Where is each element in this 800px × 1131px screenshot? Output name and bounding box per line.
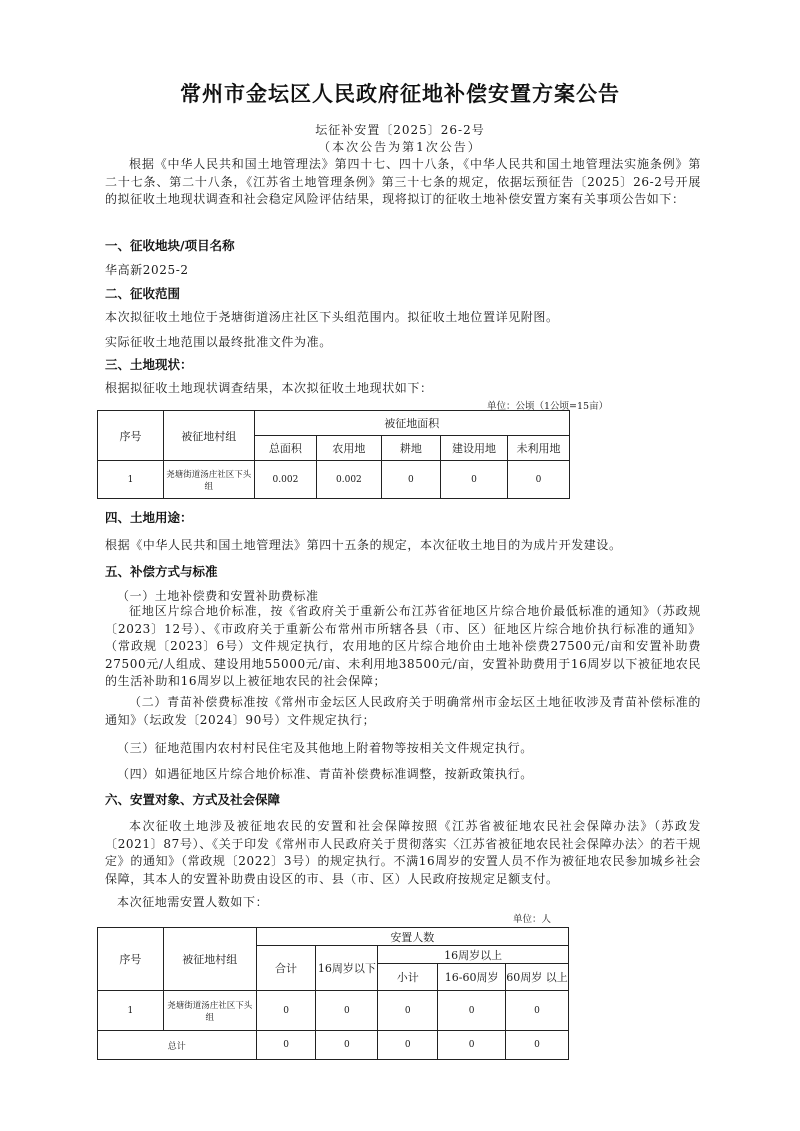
cell-subtotal: 0 xyxy=(378,991,438,1031)
announcement-round-note: （本次公告为第1次公告） xyxy=(318,140,482,154)
document-number: 坛征补安置〔2025〕26-2号 xyxy=(315,123,485,137)
header-people-group: 安置人数 xyxy=(256,928,568,946)
cell-total-label: 总计 xyxy=(98,1031,257,1060)
document-title: 常州市金坛区人民政府征地补偿安置方案公告 xyxy=(180,82,620,106)
cell-total-age-16-60: 0 xyxy=(438,1031,506,1060)
header-area-group: 被征地面积 xyxy=(254,411,569,436)
header-over-16-group: 16周岁以上 xyxy=(378,946,569,964)
header-subtotal: 小计 xyxy=(378,964,438,991)
cell-total: 0 xyxy=(256,991,316,1031)
header-agricultural: 农用地 xyxy=(317,436,381,461)
header-unused: 未利用地 xyxy=(507,436,569,461)
cell-total-over-60: 0 xyxy=(506,1031,569,1060)
header-cultivated: 耕地 xyxy=(381,436,441,461)
cell-seq: 1 xyxy=(98,461,164,499)
section-4-heading: 四、土地用途： xyxy=(105,510,193,525)
section-6-heading: 六、安置对象、方式及社会保障 xyxy=(105,792,281,807)
land-table-unit: 单位：公顷（1公顷=15亩） xyxy=(487,401,609,412)
table-row xyxy=(98,991,569,1031)
cell-total-sum: 0 xyxy=(256,1031,316,1060)
section-1-heading: 一、征收地块/项目名称 xyxy=(105,238,235,253)
cell-total-area: 0.002 xyxy=(254,461,317,499)
cell-seq: 1 xyxy=(98,991,164,1031)
land-status-table xyxy=(97,410,570,499)
resettlement-people-table xyxy=(97,927,569,1060)
people-table-unit: 单位：人 xyxy=(513,914,552,925)
section-5-heading: 五、补偿方式与标准 xyxy=(105,564,218,579)
compensation-sub1-title: （一）土地补偿费和安置补助费标准 xyxy=(117,589,319,603)
cell-total-subtotal: 0 xyxy=(378,1031,438,1060)
cell-age-16-60: 0 xyxy=(438,991,506,1031)
cell-construction: 0 xyxy=(441,461,508,499)
intro-paragraph: 根据《中华人民共和国土地管理法》第四十七、四十八条，《中华人民共和国土地管理法实施条例》第二十七条、第二十八条，《江苏省土地管理条例》第三十七条的规定，依据坛预征告〔2025〕26-2号开展的拟征收土地现状调查和社会稳定风险评估结果，现将拟订的征收土地补偿安置方案有关事项公告如下： xyxy=(105,157,701,206)
cell-agricultural: 0.002 xyxy=(317,461,381,499)
section-2-heading: 二、征收范围 xyxy=(105,286,181,301)
land-use-text: 根据《中华人民共和国土地管理法》第四十五条的规定，本次征收土地目的为成片开发建设。 xyxy=(105,538,622,552)
header-village: 被征地村组 xyxy=(163,928,256,991)
header-over-60: 60周岁 以上 xyxy=(506,964,569,991)
header-seq: 序号 xyxy=(98,928,164,991)
land-status-intro: 根据拟征收土地现状调查结果，本次拟征收土地现状如下： xyxy=(105,381,433,395)
header-total: 合计 xyxy=(256,946,316,991)
cell-under-16: 0 xyxy=(316,991,378,1031)
header-total-area: 总面积 xyxy=(254,436,317,461)
table-row xyxy=(98,461,570,499)
header-age-16-60: 16-60周岁 xyxy=(438,964,506,991)
cell-unused: 0 xyxy=(507,461,569,499)
compensation-sub3: （三）征地范围内农村村民住宅及其他地上附着物等按相关文件规定执行。 xyxy=(117,741,533,755)
project-name: 华高新2025-2 xyxy=(105,263,189,277)
cell-village: 尧塘街道汤庄社区下头组 xyxy=(163,991,256,1031)
scope-text-1: 本次拟征收土地位于尧塘街道汤庄社区下头组范围内。拟征收土地位置详见附图。 xyxy=(105,310,559,324)
total-row xyxy=(98,1031,569,1060)
header-seq: 序号 xyxy=(98,411,164,461)
compensation-sub4: （四）如遇征地区片综合地价标准、青苗补偿费标准调整，按新政策执行。 xyxy=(117,767,533,781)
header-under-16: 16周岁以下 xyxy=(316,946,378,991)
compensation-sub2: （二）青苗补偿费标准按《常州市金坛区人民政府关于明确常州市金坛区土地征收涉及青苗补偿标准的通知》（坛政发〔2024〕90号）文件规定执行； xyxy=(105,695,701,727)
cell-total-under-16: 0 xyxy=(316,1031,378,1060)
section-3-heading: 三、土地现状： xyxy=(105,357,193,372)
header-construction: 建设用地 xyxy=(441,436,508,461)
resettlement-body: 本次征收土地涉及被征地农民的安置和社会保障按照《江苏省被征地农民社会保障办法》（苏政发〔2021〕87号）、《关于印发《常州市人民政府关于贯彻落实〈江苏省被征地农民社会保障办法〉的若干规定》的通知》（常政规〔2022〕3号）的规定执行。不满16周岁的安置人员不作为被征地农民参加城乡社会保障，其本人的安置补助费由设区的市、县（市、区）人民政府按规定足额支付。 xyxy=(105,819,701,886)
resettlement-count-intro: 本次征地需安置人数如下： xyxy=(117,895,269,909)
cell-village: 尧塘街道汤庄社区下头组 xyxy=(163,461,254,499)
header-village: 被征地村组 xyxy=(163,411,254,461)
compensation-sub1-body: 征地区片综合地价标准，按《省政府关于重新公布江苏省征地区片综合地价最低标准的通知》（苏政规〔2023〕12号）、《市政府关于重新公布常州市所辖各县（市、区）征地区片综合地价执行标准的通知》（常政规〔2023〕6号）文件规定执行，农用地的区片综合地价由土地补偿费27500元/亩和安置补助费27500元/人组成、建设用地55000元/亩、未利用地38500元/亩，安置补助费用于16周岁以下被征地农民的生活补助和16周岁以上被征地农民的社会保障； xyxy=(105,604,701,688)
cell-cultivated: 0 xyxy=(381,461,441,499)
cell-over-60: 0 xyxy=(506,991,569,1031)
scope-text-2: 实际征收土地范围以最终批准文件为准。 xyxy=(105,335,332,349)
